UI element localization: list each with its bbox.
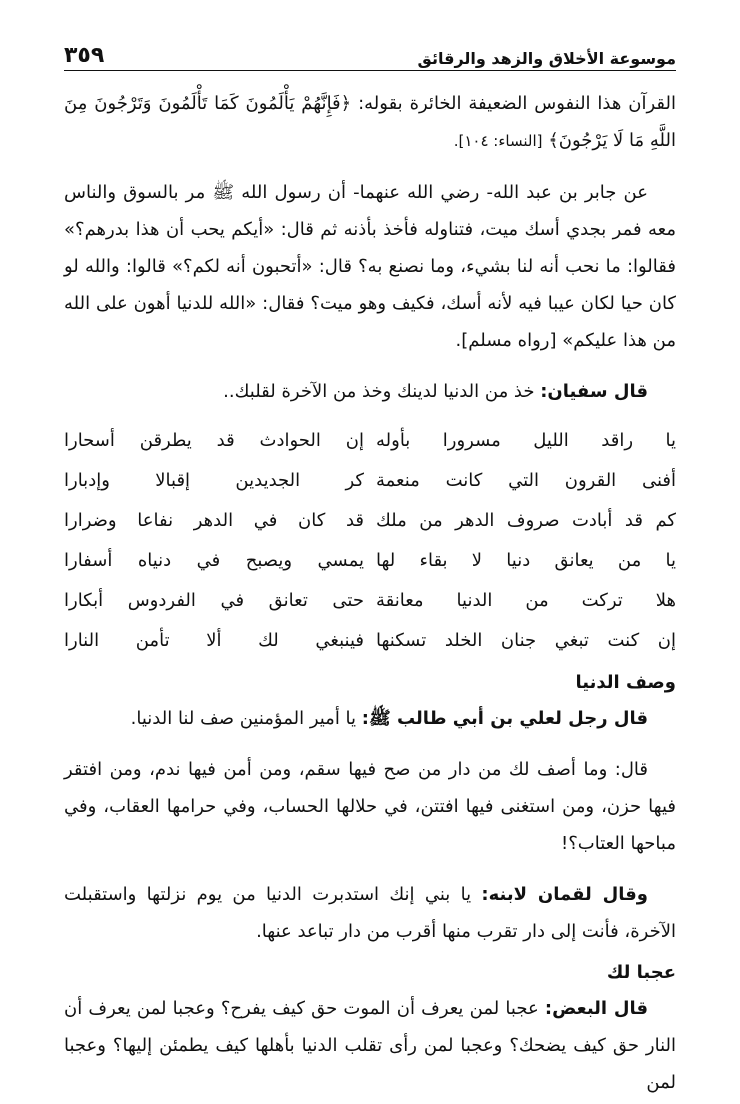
verse-second-half: حتى تعانق في الفردوس أبكارا [64,589,364,611]
ali-question-paragraph [64,700,676,737]
verse-second-half: يمسي ويصبح في دنياه أسفارا [64,549,364,571]
verse-first-half: هلا تركت من الدنيا معانقة [376,589,676,611]
verse-first-half: كم قد أبادت صروف الدهر من ملك [376,509,676,531]
section-heading: وصف الدنيا [575,672,676,693]
wonder-speaker: قال البعض: [544,998,648,1019]
poem-verse [64,500,676,540]
poem-verse [64,420,676,460]
book-title: موسوعة الأخلاق والزهد والرقائق [417,49,676,68]
section-heading: عجبا لك [606,962,676,983]
intro-text: القرآن هذا النفوس الضعيفة الخائرة بقوله: [351,93,676,114]
luqman-paragraph [64,876,676,950]
verse-second-half: إن الحوادث قد يطرقن أسحارا [64,429,364,451]
verse-first-half: أفنى القرون التي كانت منعمة [376,469,676,491]
verse-second-half: فينبغي لك ألا تأمن النارا [64,629,364,651]
luqman-speaker: وقال لقمان لابنه: [481,884,648,905]
sufyan-paragraph [64,373,676,410]
sufyan-text: خذ من الدنيا لدينك وخذ من الآخرة لقلبك.. [223,381,541,402]
ali-question: يا أمير المؤمنين صف لنا الدنيا. [130,708,362,729]
page-number: ٣٥٩ [64,43,105,68]
ali-answer-paragraph: قال: وما أصف لك من دار من صح فيها سقم، ومن أمن فيها ندم، ومن افتقر فيها حزن، ومن استغنى فيها افتتن، في حلالها الحساب، وفي حرامها العقاب، وفي مباحها العتاب؟! [64,759,676,854]
page-body [64,85,676,1101]
verse-first-half: يا من يعانق دنيا لا بقاء لها [376,549,676,571]
verse-first-half: يا راقد الليل مسرورا بأوله [376,429,676,451]
intro-paragraph [64,85,676,160]
sufyan-speaker: قال سفيان: [540,381,648,402]
quran-reference: [النساء: ١٠٤]. [453,132,543,150]
poem [64,420,676,660]
poem-verse [64,460,676,500]
wonder-paragraph [64,990,676,1101]
wonder-text: عجبا لمن يعرف أن الموت حق كيف يفرح؟ وعجبا لمن يعرف أن النار حق كيف يضحك؟ وعجبا لمن رأى تقلب الدنيا بأهلها كيف يطمئن إليها؟ وعجبا لمن [64,998,676,1093]
luqman-text: يا بني إنك استدبرت الدنيا من يوم نزلتها واستقبلت الآخرة، فأنت إلى دار تقرب منها أقرب من دار تباعد عنها. [64,884,676,942]
verse-first-half: إن كنت تبغي جنان الخلد تسكنها [376,629,676,651]
verse-second-half: كر الجديدين إقبالا وإدبارا [64,469,364,491]
hadith-paragraph: عن جابر بن عبد الله- رضي الله عنهما- أن رسول الله ﷺ مر بالسوق والناس معه فمر بجدي أسك ميت، فتناوله فأخذ بأذنه ثم قال: «أيكم يحب أن هذا بدرهم؟» فقالوا: ما نحب أنه لنا بشيء، وما نصنع به؟ قال: «أتحبون أنه لكم؟» قالوا: والله لو كان حيا لكان عيبا فيه لأنه أسك، فكيف وهو ميت؟ فقال: «الله للدنيا أهون على الله من هذا عليكم» [رواه مسلم]. [64,182,676,351]
ali-speaker: قال رجل لعلي بن أبي طالب ﷺ: [361,708,648,729]
quran-verse: ﴿فَإِنَّهُمْ يَأْلَمُونَ كَمَا تَأْلَمُونَ وَتَرْجُونَ مِنَ اللَّهِ مَا لَا يَرْجُونَ﴾ [64,93,676,151]
running-header [64,38,676,71]
poem-verse [64,580,676,620]
verse-second-half: قد كان في الدهر نفاعا وضرارا [64,509,364,531]
poem-verse [64,620,676,660]
poem-verse [64,540,676,580]
